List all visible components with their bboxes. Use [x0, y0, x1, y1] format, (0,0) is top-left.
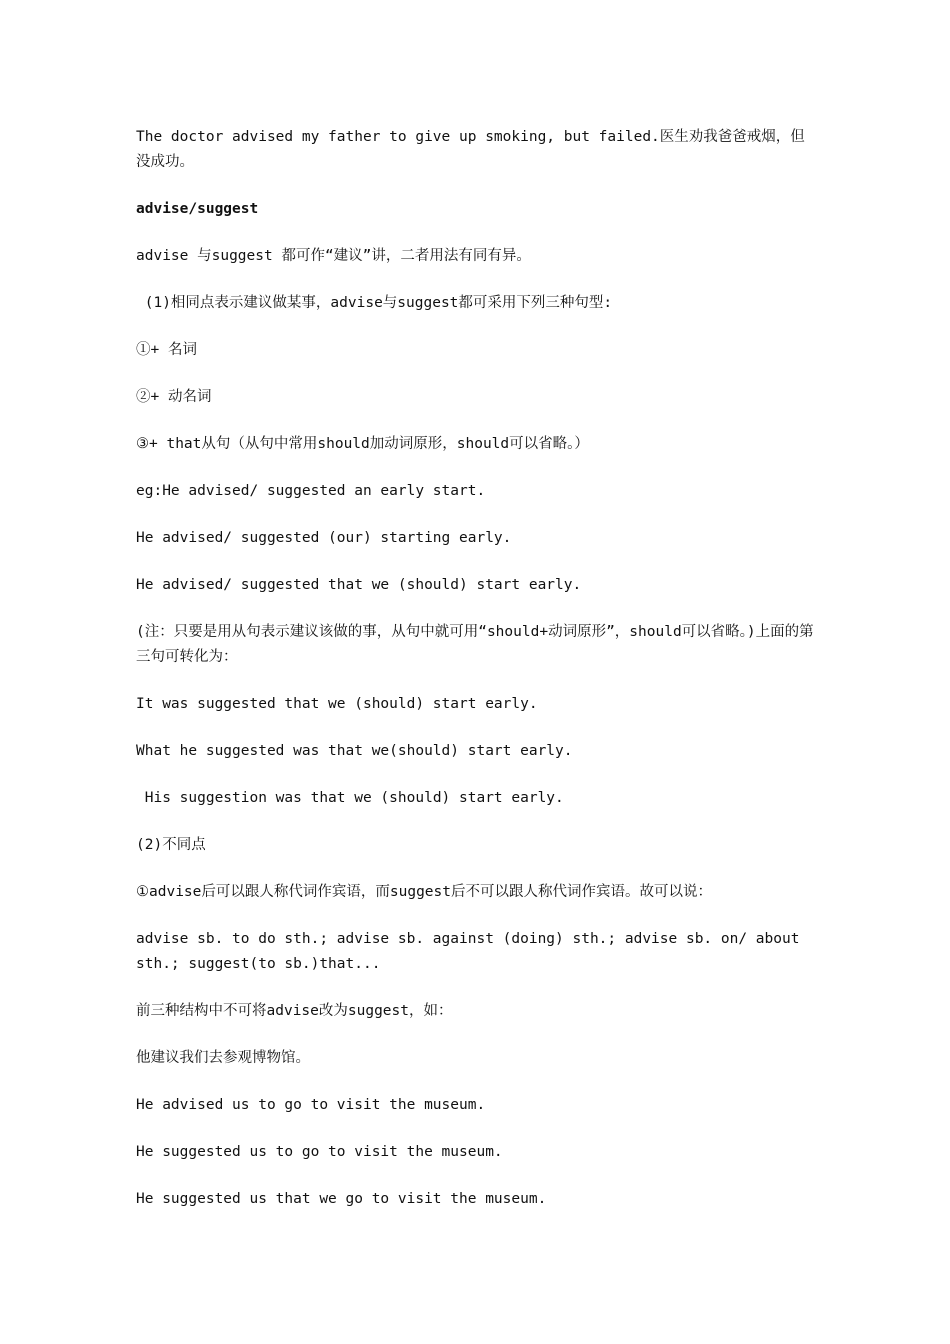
chinese-example: 他建议我们去参观博物馆。	[136, 1050, 310, 1066]
example-sentence-1: eg:He advised/ suggested an early start.	[136, 483, 486, 499]
english-example-2: He suggested us to go to visit the museum.	[136, 1144, 503, 1160]
transform-sentence-3: His suggestion was that we (should) start early.	[136, 790, 564, 806]
pattern-gerund: ②+ 动名词	[136, 389, 212, 405]
english-example-1: He advised us to go to visit the museum.	[136, 1097, 486, 1113]
structure-note: 前三种结构中不可将advise改为suggest，如：	[136, 1003, 453, 1019]
pattern-noun: ①+ 名词	[136, 342, 197, 358]
example-sentence-3: He advised/ suggested that we (should) start early.	[136, 577, 582, 593]
difference-point-1: ①advise后可以跟人称代词作宾语，而suggest后不可以跟人称代词作宾语。故可以说：	[136, 884, 712, 900]
transform-sentence-1: It was suggested that we (should) start early.	[136, 696, 538, 712]
example-sentence-2: He advised/ suggested (our) starting early.	[136, 530, 512, 546]
paragraph-overview: advise 与suggest 都可作“建议”讲，二者用法有同有异。	[136, 248, 531, 264]
pattern-that-clause: ③+ that从句（从句中常用should加动词原形，should可以省略。）	[136, 436, 589, 452]
difference-heading: (2)不同点	[136, 837, 206, 853]
paragraph-intro-example: The doctor advised my father to give up smoking, but failed.医生劝我爸爸戒烟，但没成功。	[136, 129, 805, 170]
structure-list: advise sb. to do sth.; advise sb. against (doing) sth.; advise sb. on/ about sth.; suggest(to sb.)that...	[136, 931, 809, 972]
english-example-3: He suggested us that we go to visit the museum.	[136, 1191, 547, 1207]
note-paragraph: (注：只要是用从句表示建议该做的事，从句中就可用“should+动词原形”，should可以省略。)上面的第三句可转化为：	[136, 624, 814, 665]
transform-sentence-2: What he suggested was that we(should) start early.	[136, 743, 573, 759]
section-heading: advise/suggest	[136, 201, 259, 217]
paragraph-similarity-heading: (1)相同点表示建议做某事，advise与suggest都可采用下列三种句型:	[136, 295, 613, 311]
document-body	[136, 125, 816, 1234]
